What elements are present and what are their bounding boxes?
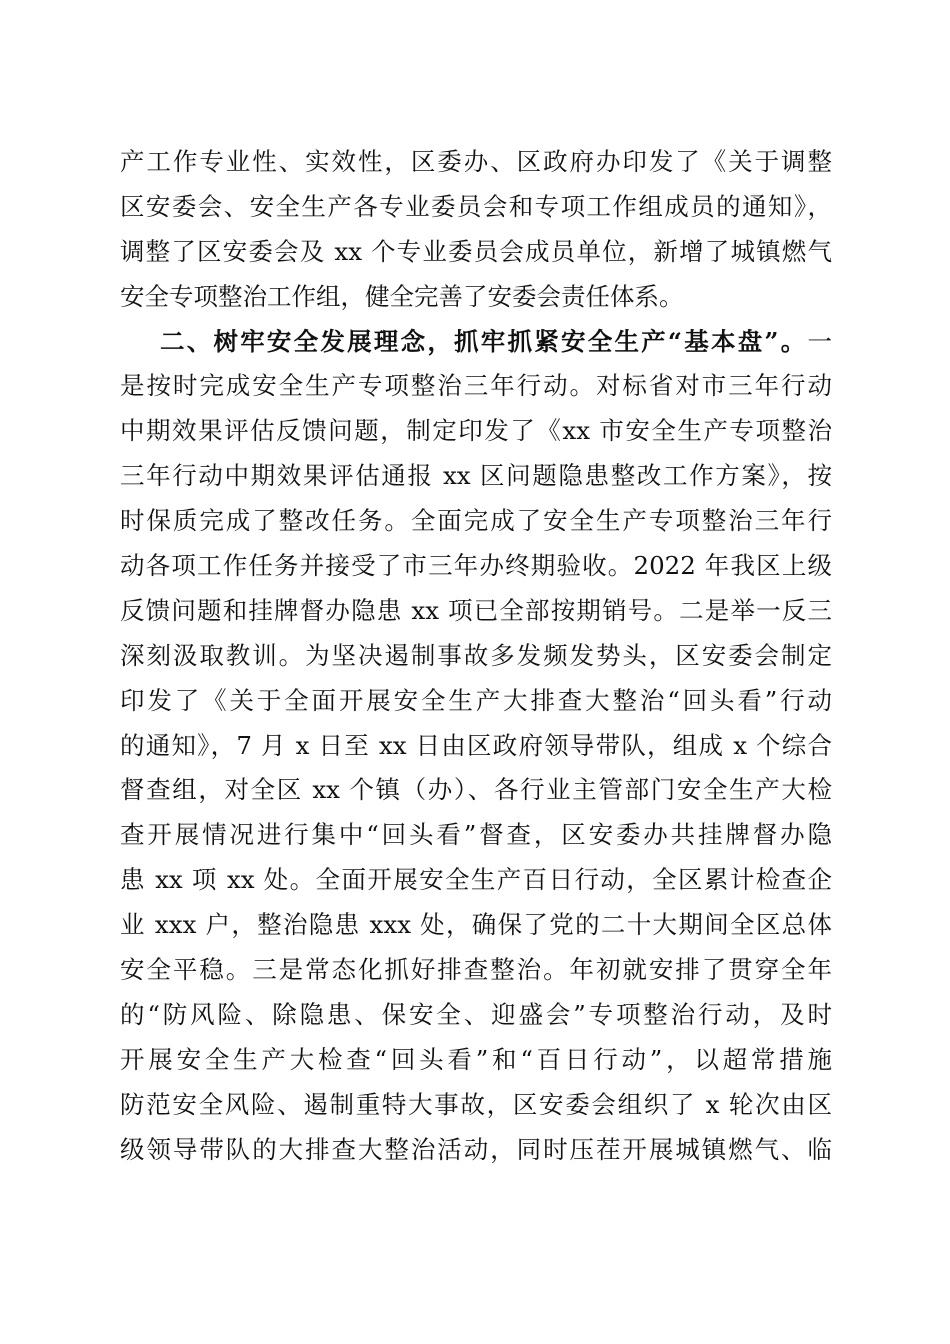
text-line: 三年行动中期效果评估通报 xx 区问题隐患整改工作方案》，按: [120, 461, 832, 491]
text-line: 安全平稳。三是常态化抓好排查整治。年初就安排了贯穿全年: [120, 955, 832, 985]
text-line: 的通知》，7 月 x 日至 xx 日由区政府领导带队，组成 x 个综合: [120, 730, 832, 760]
section-heading: 二、树牢安全发展理念，抓牢抓紧安全生产“基本盘”。: [160, 326, 808, 356]
text-line: 是按时完成安全生产专项整治三年行动。对标省对市三年行动: [120, 371, 832, 401]
text-line: 级领导带队的大排查大整治活动，同时压茬开展城镇燃气、临: [120, 1134, 832, 1164]
text-line: 调整了区安委会及 xx 个专业委员会成员单位，新增了城镇燃气: [120, 236, 832, 266]
text-line: 区安委会、安全生产各专业委员会和专项工作组成员的通知》，: [120, 191, 832, 221]
text-line: 患 xx 项 xx 处。全面开展安全生产百日行动，全区累计检查企: [120, 865, 832, 895]
text-line: 印发了《关于全面开展安全生产大排查大整治“回头看”行动: [120, 685, 832, 715]
text-line: 的“防风险、除隐患、保安全、迎盛会”专项整治行动，及时: [120, 999, 832, 1029]
text-line: 中期效果评估反馈问题，制定印发了《xx 市安全生产专项整治: [120, 416, 832, 446]
text-line: 业 xxx 户，整治隐患 xxx 处，确保了党的二十大期间全区总体: [120, 910, 832, 940]
text-line: 安全专项整治工作组，健全完善了安委会责任体系。: [120, 281, 684, 311]
document-body: [120, 140, 832, 1172]
text-line: 产工作专业性、实效性，区委办、区政府办印发了《关于调整: [120, 147, 832, 176]
text-line: 反馈问题和挂牌督办隐患 xx 项已全部按期销号。二是举一反三: [120, 595, 832, 625]
text-line: 深刻汲取教训。为坚决遏制事故多发频发势头，区安委会制定: [120, 640, 832, 670]
section-heading-line: [120, 320, 832, 365]
text-line: 动各项工作任务并接受了市三年办终期验收。2022 年我区上级: [120, 551, 832, 581]
text-line: 防范安全风险、遏制重特大事故，区安委会组织了 x 轮次由区: [120, 1089, 832, 1119]
text-line: 督查组，对全区 xx 个镇（办）、各行业主管部门安全生产大检: [120, 775, 832, 805]
text-line: 开展安全生产大检查“回头看”和“百日行动”，以超常措施: [120, 1044, 832, 1074]
text-line: 时保质完成了整改任务。全面完成了安全生产专项整治三年行: [120, 506, 832, 536]
text-line: 查开展情况进行集中“回头看”督查，区安委办共挂牌督办隐: [120, 820, 832, 850]
text-fragment: 一: [807, 326, 832, 356]
